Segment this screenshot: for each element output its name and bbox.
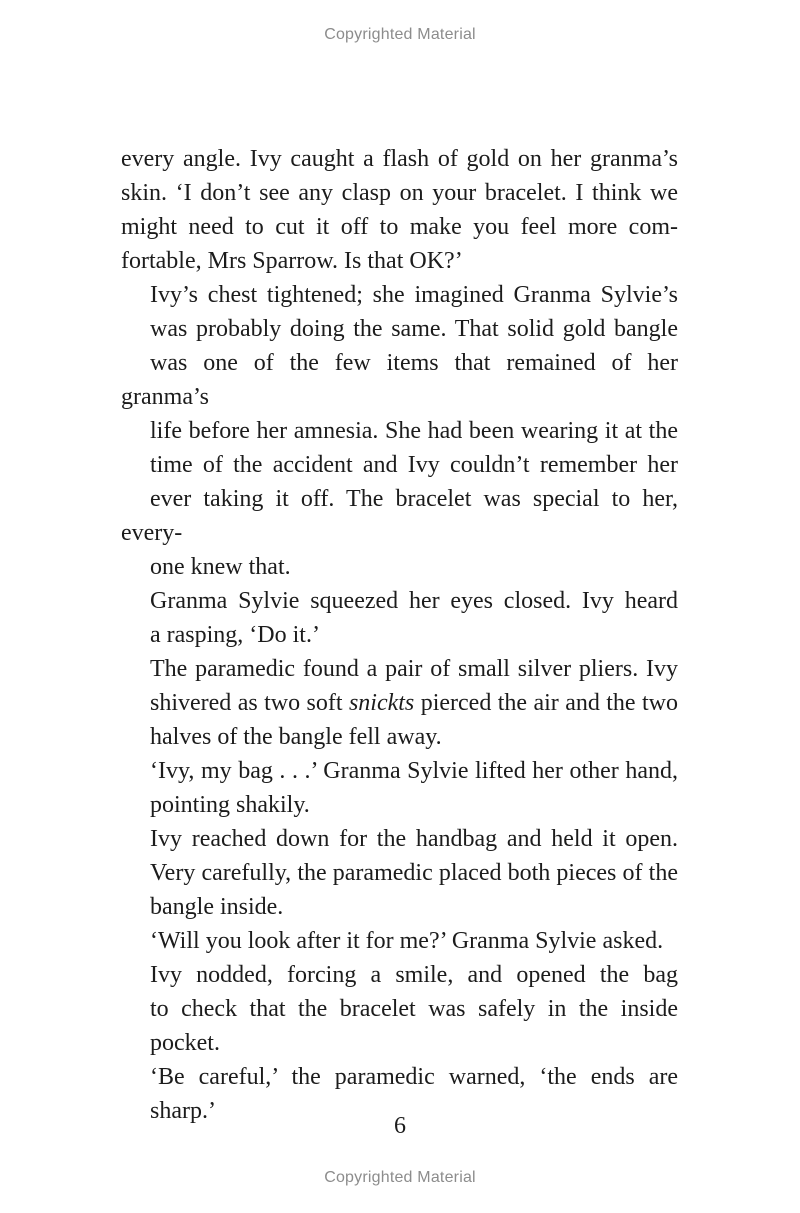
paragraph-6 bbox=[121, 822, 678, 924]
paragraph-2 bbox=[121, 278, 678, 584]
page-body bbox=[121, 142, 678, 1128]
paragraph-1 bbox=[121, 142, 678, 278]
text-line: life before her amnesia. She had been wearing it at the bbox=[150, 418, 678, 444]
text-line: pocket. bbox=[150, 1030, 220, 1056]
text-line: was probably doing the same. That solid gold bangle bbox=[150, 316, 678, 342]
text-line: halves of the bangle fell away. bbox=[150, 724, 442, 750]
text-line: ever taking it off. The bracelet was special to her, every- bbox=[121, 486, 678, 546]
text-line: pointing shakily. bbox=[150, 792, 310, 818]
text-line: every angle. Ivy caught a flash of gold on her granma’s bbox=[121, 146, 678, 172]
paragraph-7 bbox=[121, 924, 678, 958]
text-line: ‘Will you look after it for me?’ Granma Sylvie asked. bbox=[150, 928, 664, 954]
page-number: 6 bbox=[394, 1113, 406, 1139]
text-line: a rasping, ‘Do it.’ bbox=[150, 622, 320, 648]
paragraph-8 bbox=[121, 958, 678, 1060]
text-line: might need to cut it off to make you feel more com- bbox=[121, 214, 678, 240]
text-line: time of the accident and Ivy couldn’t remember her bbox=[150, 452, 678, 478]
emphasized-word: snickts bbox=[348, 690, 415, 716]
text-line: Ivy’s chest tightened; she imagined Granma Sylvie’s bbox=[150, 282, 678, 308]
paragraph-5 bbox=[121, 754, 678, 822]
text-line: sharp.’ bbox=[150, 1098, 216, 1124]
text-line: The paramedic found a pair of small silver pliers. Ivy bbox=[150, 656, 678, 682]
copyright-watermark-bottom: Copyrighted Material bbox=[324, 1169, 476, 1186]
text-line: Ivy reached down for the handbag and held it open. bbox=[150, 826, 678, 852]
paragraph-3 bbox=[121, 584, 678, 652]
text-line: Ivy nodded, forcing a smile, and opened the bag bbox=[150, 962, 678, 988]
text-line: Very carefully, the paramedic placed both pieces of the bbox=[150, 860, 678, 886]
text-line: bangle inside. bbox=[150, 894, 284, 920]
text-line: ‘Be careful,’ the paramedic warned, ‘the ends are bbox=[150, 1064, 678, 1090]
text-line: Granma Sylvie squeezed her eyes closed. Ivy heard bbox=[150, 588, 678, 614]
text-line: was one of the few items that remained of her granma’s bbox=[121, 350, 678, 410]
text-segment: pierced the air and the two bbox=[414, 690, 678, 716]
text-line bbox=[121, 686, 678, 720]
text-line: to check that the bracelet was safely in the inside bbox=[150, 996, 678, 1022]
text-segment: shivered as two soft bbox=[150, 690, 349, 716]
text-line: one knew that. bbox=[150, 554, 291, 580]
text-line: fortable, Mrs Sparrow. Is that OK?’ bbox=[121, 248, 463, 274]
paragraph-4 bbox=[121, 652, 678, 754]
text-line: ‘Ivy, my bag . . .’ Granma Sylvie lifted her other hand, bbox=[150, 758, 678, 784]
text-line: skin. ‘I don’t see any clasp on your bracelet. I think we bbox=[121, 180, 678, 206]
copyright-watermark-top: Copyrighted Material bbox=[324, 26, 476, 43]
